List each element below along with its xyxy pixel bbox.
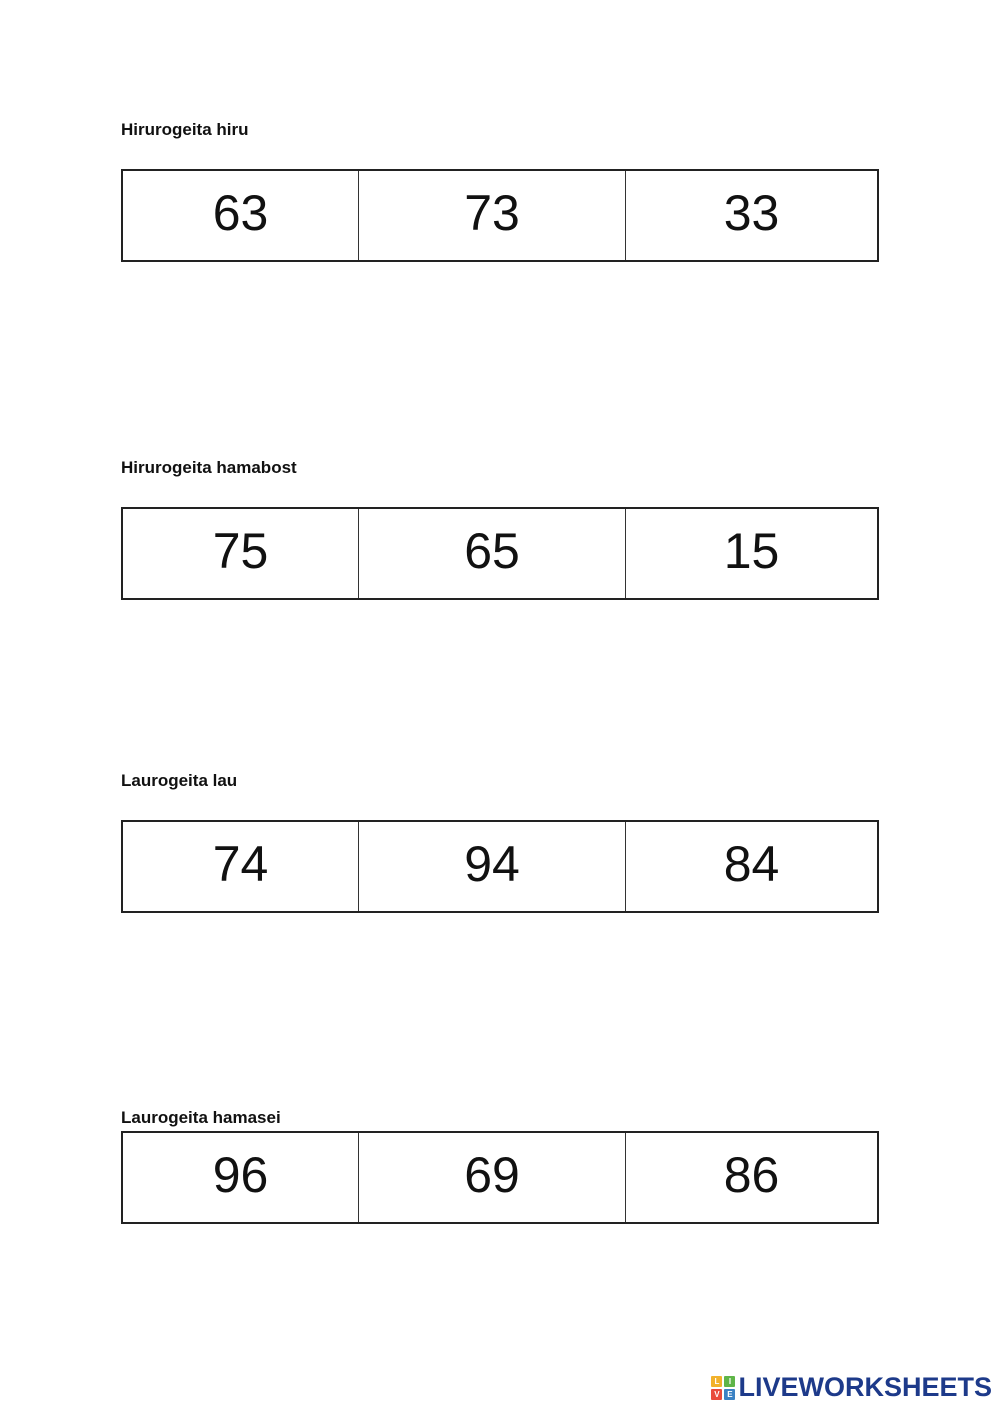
liveworksheets-logo-icon [711, 1376, 735, 1400]
answer-option[interactable] [626, 822, 877, 911]
answer-option[interactable] [123, 509, 359, 598]
answer-option[interactable] [123, 1133, 359, 1222]
answer-option-value: 33 [723, 184, 780, 241]
answer-option[interactable] [626, 1133, 877, 1222]
answer-options-table [121, 169, 879, 262]
answer-option-value: 96 [212, 1146, 269, 1203]
answer-options-table [121, 1131, 879, 1224]
answer-option-value: 73 [464, 184, 520, 241]
answer-option-value: 15 [723, 522, 780, 579]
answer-option[interactable] [626, 509, 877, 598]
answer-options-table [121, 820, 879, 913]
question-label: Hirurogeita hamabost [121, 458, 297, 477]
liveworksheets-brand [711, 1374, 992, 1401]
answer-option[interactable] [359, 509, 626, 598]
logo-tile-i: I [724, 1376, 735, 1387]
answer-option[interactable] [123, 822, 359, 911]
answer-option-value: 63 [212, 184, 269, 241]
logo-tile-v: V [711, 1389, 722, 1400]
answer-option[interactable] [359, 1133, 626, 1222]
answer-option-value: 69 [464, 1146, 520, 1203]
answer-option-value: 65 [464, 522, 520, 579]
question-label: Laurogeita lau [121, 771, 238, 790]
answer-option-value: 75 [212, 522, 269, 579]
logo-tile-l: L [711, 1376, 722, 1387]
question-label: Laurogeita hamasei [121, 1108, 281, 1127]
answer-option[interactable] [123, 171, 359, 260]
brand-wordmark: LIVEWORKSHEETS [738, 1372, 992, 1402]
answer-option-value: 84 [723, 835, 780, 892]
logo-tile-e: E [724, 1389, 735, 1400]
answer-option[interactable] [359, 822, 626, 911]
answer-option-value: 74 [212, 835, 269, 892]
answer-option[interactable] [626, 171, 877, 260]
answer-option-value: 86 [723, 1146, 780, 1203]
answer-option[interactable] [359, 171, 626, 260]
question-label: Hirurogeita hiru [121, 120, 249, 139]
answer-option-value: 94 [464, 835, 520, 892]
answer-options-table [121, 507, 879, 600]
